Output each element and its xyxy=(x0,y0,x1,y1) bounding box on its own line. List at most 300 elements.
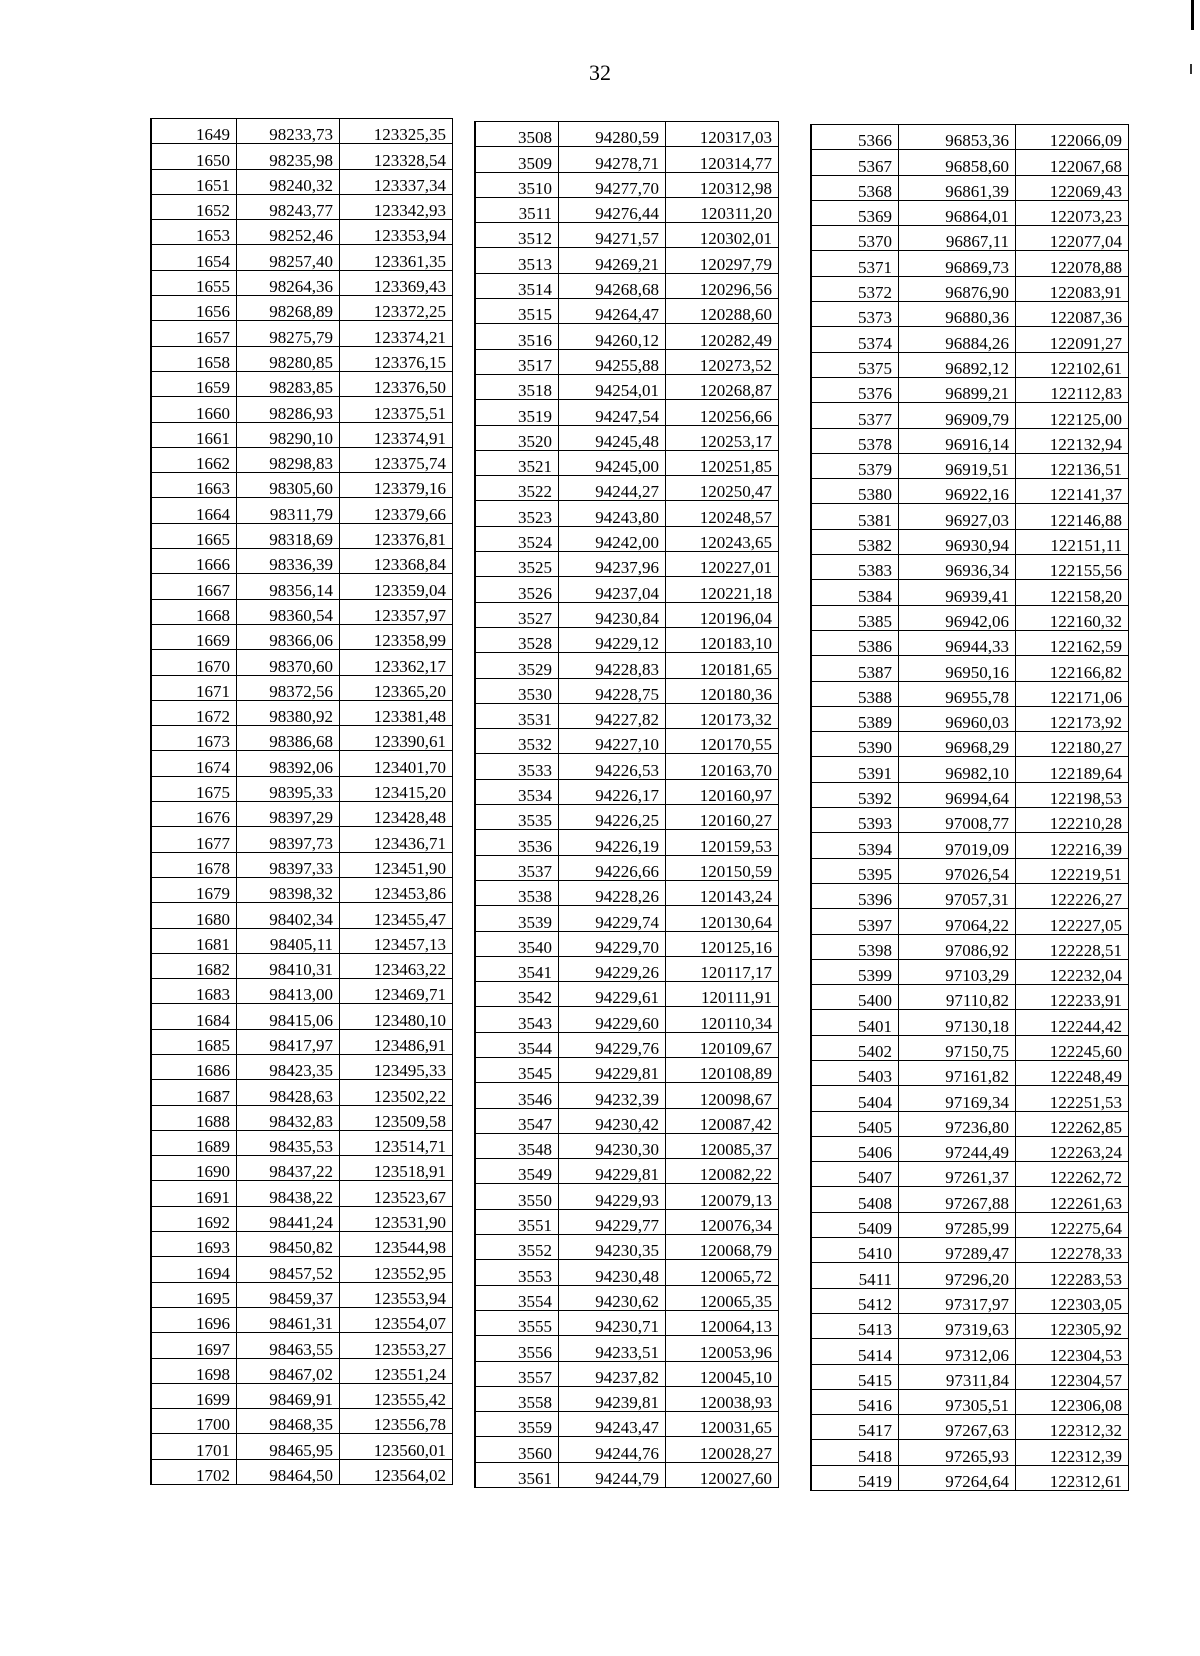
y-coordinate-cell: 120256,66 xyxy=(666,400,779,425)
y-coordinate-cell: 122245,60 xyxy=(1016,1035,1129,1060)
point-number-cell: 3522 xyxy=(475,476,559,501)
point-number-cell: 5402 xyxy=(811,1035,899,1060)
y-coordinate-cell: 122312,32 xyxy=(1016,1415,1129,1440)
y-coordinate-cell: 120125,16 xyxy=(666,931,779,956)
table-row xyxy=(811,1136,1129,1161)
table-row xyxy=(151,447,453,472)
x-coordinate-cell: 98235,98 xyxy=(237,144,340,169)
point-number-cell: 1667 xyxy=(151,574,237,599)
x-coordinate-cell: 94230,30 xyxy=(559,1133,666,1158)
x-coordinate-cell: 97026,54 xyxy=(899,858,1016,883)
point-number-cell: 5383 xyxy=(811,555,899,580)
point-number-cell: 5394 xyxy=(811,833,899,858)
point-number-cell: 3526 xyxy=(475,577,559,602)
table-row xyxy=(475,248,779,273)
y-coordinate-cell: 123428,48 xyxy=(340,802,453,827)
x-coordinate-cell: 98464,50 xyxy=(237,1459,340,1484)
point-number-cell: 5392 xyxy=(811,782,899,807)
table-row xyxy=(475,1209,779,1234)
table-row xyxy=(811,959,1129,984)
table-row xyxy=(151,1130,453,1155)
point-number-cell: 5418 xyxy=(811,1440,899,1465)
y-coordinate-cell: 123376,15 xyxy=(340,346,453,371)
point-number-cell: 3538 xyxy=(475,880,559,905)
x-coordinate-cell: 96955,78 xyxy=(899,681,1016,706)
x-coordinate-cell: 94237,04 xyxy=(559,577,666,602)
table-row xyxy=(475,1437,779,1462)
point-number-cell: 1691 xyxy=(151,1181,237,1206)
y-coordinate-cell: 120079,13 xyxy=(666,1184,779,1209)
x-coordinate-cell: 96950,16 xyxy=(899,656,1016,681)
point-number-cell: 1659 xyxy=(151,371,237,396)
point-number-cell: 1682 xyxy=(151,953,237,978)
point-number-cell: 5379 xyxy=(811,453,899,478)
x-coordinate-cell: 98405,11 xyxy=(237,928,340,953)
x-coordinate-cell: 94228,26 xyxy=(559,880,666,905)
y-coordinate-cell: 122166,82 xyxy=(1016,656,1129,681)
table-row xyxy=(151,422,453,447)
x-coordinate-cell: 98397,29 xyxy=(237,802,340,827)
point-number-cell: 5393 xyxy=(811,808,899,833)
x-coordinate-cell: 98286,93 xyxy=(237,397,340,422)
point-number-cell: 3550 xyxy=(475,1184,559,1209)
table-row xyxy=(811,327,1129,352)
table-row xyxy=(151,169,453,194)
x-coordinate-cell: 98290,10 xyxy=(237,422,340,447)
x-coordinate-cell: 97161,82 xyxy=(899,1060,1016,1085)
x-coordinate-cell: 98423,35 xyxy=(237,1054,340,1079)
table-row xyxy=(151,523,453,548)
x-coordinate-cell: 94243,80 xyxy=(559,501,666,526)
y-coordinate-cell: 123555,42 xyxy=(340,1383,453,1408)
point-number-cell: 3543 xyxy=(475,1007,559,1032)
x-coordinate-cell: 94264,47 xyxy=(559,299,666,324)
x-coordinate-cell: 96960,03 xyxy=(899,706,1016,731)
table-row xyxy=(151,979,453,1004)
y-coordinate-cell: 120243,65 xyxy=(666,526,779,551)
table-row xyxy=(151,1383,453,1408)
y-coordinate-cell: 120085,37 xyxy=(666,1133,779,1158)
table-row xyxy=(475,1336,779,1361)
table-row xyxy=(475,501,779,526)
x-coordinate-cell: 98305,60 xyxy=(237,473,340,498)
table-row xyxy=(475,627,779,652)
y-coordinate-cell: 120087,42 xyxy=(666,1108,779,1133)
x-coordinate-cell: 98415,06 xyxy=(237,1004,340,1029)
x-coordinate-cell: 97130,18 xyxy=(899,1010,1016,1035)
x-coordinate-cell: 96880,36 xyxy=(899,302,1016,327)
table-row xyxy=(811,352,1129,377)
table-row xyxy=(811,1212,1129,1237)
x-coordinate-cell: 98366,06 xyxy=(237,624,340,649)
point-number-cell: 5410 xyxy=(811,1238,899,1263)
point-number-cell: 1688 xyxy=(151,1105,237,1130)
x-coordinate-cell: 98283,85 xyxy=(237,371,340,396)
y-coordinate-cell: 123463,22 xyxy=(340,953,453,978)
y-coordinate-cell: 123551,24 xyxy=(340,1358,453,1383)
x-coordinate-cell: 98386,68 xyxy=(237,726,340,751)
x-coordinate-cell: 98336,39 xyxy=(237,549,340,574)
y-coordinate-cell: 123451,90 xyxy=(340,852,453,877)
y-coordinate-cell: 123369,43 xyxy=(340,270,453,295)
y-coordinate-cell: 122263,24 xyxy=(1016,1136,1129,1161)
y-coordinate-cell: 122244,42 xyxy=(1016,1010,1129,1035)
y-coordinate-cell: 120045,10 xyxy=(666,1361,779,1386)
x-coordinate-cell: 94229,12 xyxy=(559,627,666,652)
y-coordinate-cell: 120317,03 xyxy=(666,122,779,147)
point-number-cell: 5417 xyxy=(811,1415,899,1440)
x-coordinate-cell: 98268,89 xyxy=(237,296,340,321)
point-number-cell: 1673 xyxy=(151,726,237,751)
point-number-cell: 1693 xyxy=(151,1232,237,1257)
point-number-cell: 5391 xyxy=(811,757,899,782)
table-row xyxy=(151,1181,453,1206)
table-row xyxy=(475,349,779,374)
point-number-cell: 3536 xyxy=(475,830,559,855)
point-number-cell: 5377 xyxy=(811,403,899,428)
y-coordinate-cell: 122306,08 xyxy=(1016,1389,1129,1414)
x-coordinate-cell: 97311,84 xyxy=(899,1364,1016,1389)
y-coordinate-cell: 120160,27 xyxy=(666,805,779,830)
point-number-cell: 3532 xyxy=(475,729,559,754)
y-coordinate-cell: 120183,10 xyxy=(666,627,779,652)
table-row xyxy=(811,1010,1129,1035)
x-coordinate-cell: 94229,26 xyxy=(559,956,666,981)
point-number-cell: 5400 xyxy=(811,985,899,1010)
y-coordinate-cell: 120111,91 xyxy=(666,982,779,1007)
point-number-cell: 5411 xyxy=(811,1263,899,1288)
y-coordinate-cell: 122083,91 xyxy=(1016,276,1129,301)
table-row xyxy=(475,1285,779,1310)
x-coordinate-cell: 98441,24 xyxy=(237,1206,340,1231)
point-number-cell: 3554 xyxy=(475,1285,559,1310)
x-coordinate-cell: 97285,99 xyxy=(899,1212,1016,1237)
table-row xyxy=(475,476,779,501)
x-coordinate-cell: 96922,16 xyxy=(899,479,1016,504)
y-coordinate-cell: 123337,34 xyxy=(340,169,453,194)
y-coordinate-cell: 123375,74 xyxy=(340,447,453,472)
y-coordinate-cell: 122232,04 xyxy=(1016,959,1129,984)
x-coordinate-cell: 94276,44 xyxy=(559,197,666,222)
point-number-cell: 5389 xyxy=(811,706,899,731)
point-number-cell: 5419 xyxy=(811,1465,899,1490)
y-coordinate-cell: 123365,20 xyxy=(340,675,453,700)
table-row xyxy=(475,197,779,222)
point-number-cell: 5395 xyxy=(811,858,899,883)
table-row xyxy=(475,906,779,931)
x-coordinate-cell: 98457,52 xyxy=(237,1257,340,1282)
table-row xyxy=(811,479,1129,504)
x-coordinate-cell: 97305,51 xyxy=(899,1389,1016,1414)
point-number-cell: 5398 xyxy=(811,934,899,959)
y-coordinate-cell: 120288,60 xyxy=(666,299,779,324)
x-coordinate-cell: 94229,81 xyxy=(559,1057,666,1082)
point-number-cell: 3539 xyxy=(475,906,559,931)
x-coordinate-cell: 97319,63 xyxy=(899,1313,1016,1338)
y-coordinate-cell: 122160,32 xyxy=(1016,605,1129,630)
x-coordinate-cell: 97289,47 xyxy=(899,1238,1016,1263)
x-coordinate-cell: 97261,37 xyxy=(899,1162,1016,1187)
point-number-cell: 1655 xyxy=(151,270,237,295)
x-coordinate-cell: 98469,91 xyxy=(237,1383,340,1408)
x-coordinate-cell: 98243,77 xyxy=(237,194,340,219)
point-number-cell: 3534 xyxy=(475,779,559,804)
table-row xyxy=(151,1333,453,1358)
table-row xyxy=(475,779,779,804)
x-coordinate-cell: 98438,22 xyxy=(237,1181,340,1206)
point-number-cell: 1684 xyxy=(151,1004,237,1029)
point-number-cell: 1656 xyxy=(151,296,237,321)
x-coordinate-cell: 97296,20 xyxy=(899,1263,1016,1288)
table-row xyxy=(811,377,1129,402)
table-row xyxy=(151,624,453,649)
x-coordinate-cell: 96994,64 xyxy=(899,782,1016,807)
y-coordinate-cell: 123379,66 xyxy=(340,498,453,523)
y-coordinate-cell: 122146,88 xyxy=(1016,504,1129,529)
y-coordinate-cell: 123544,98 xyxy=(340,1232,453,1257)
y-coordinate-cell: 122261,63 xyxy=(1016,1187,1129,1212)
y-coordinate-cell: 120027,60 xyxy=(666,1462,779,1487)
y-coordinate-cell: 122180,27 xyxy=(1016,732,1129,757)
table-row xyxy=(811,175,1129,200)
table-row xyxy=(475,526,779,551)
y-coordinate-cell: 122303,05 xyxy=(1016,1288,1129,1313)
x-coordinate-cell: 98467,02 xyxy=(237,1358,340,1383)
table-row xyxy=(475,1133,779,1158)
table-row xyxy=(811,858,1129,883)
y-coordinate-cell: 122073,23 xyxy=(1016,200,1129,225)
x-coordinate-cell: 94226,17 xyxy=(559,779,666,804)
y-coordinate-cell: 122091,27 xyxy=(1016,327,1129,352)
x-coordinate-cell: 98275,79 xyxy=(237,321,340,346)
table-row xyxy=(811,200,1129,225)
point-number-cell: 3561 xyxy=(475,1462,559,1487)
table-row xyxy=(475,855,779,880)
y-coordinate-cell: 123328,54 xyxy=(340,144,453,169)
x-coordinate-cell: 97169,34 xyxy=(899,1086,1016,1111)
point-number-cell: 5399 xyxy=(811,959,899,984)
point-number-cell: 1670 xyxy=(151,650,237,675)
point-number-cell: 1697 xyxy=(151,1333,237,1358)
y-coordinate-cell: 122312,61 xyxy=(1016,1465,1129,1490)
y-coordinate-cell: 123455,47 xyxy=(340,903,453,928)
point-number-cell: 5396 xyxy=(811,883,899,908)
table-row xyxy=(151,726,453,751)
x-coordinate-cell: 94237,82 xyxy=(559,1361,666,1386)
x-coordinate-cell: 97265,93 xyxy=(899,1440,1016,1465)
table-row xyxy=(811,1263,1129,1288)
x-coordinate-cell: 94230,84 xyxy=(559,602,666,627)
y-coordinate-cell: 122112,83 xyxy=(1016,377,1129,402)
y-coordinate-cell: 120173,32 xyxy=(666,703,779,728)
x-coordinate-cell: 98410,31 xyxy=(237,953,340,978)
y-coordinate-cell: 122171,06 xyxy=(1016,681,1129,706)
point-number-cell: 1690 xyxy=(151,1156,237,1181)
x-coordinate-cell: 97267,88 xyxy=(899,1187,1016,1212)
x-coordinate-cell: 96936,34 xyxy=(899,555,1016,580)
y-coordinate-cell: 122158,20 xyxy=(1016,580,1129,605)
point-number-cell: 3537 xyxy=(475,855,559,880)
point-number-cell: 3518 xyxy=(475,374,559,399)
table-row xyxy=(151,776,453,801)
y-coordinate-cell: 122304,57 xyxy=(1016,1364,1129,1389)
x-coordinate-cell: 98397,73 xyxy=(237,827,340,852)
y-coordinate-cell: 123381,48 xyxy=(340,700,453,725)
table-row xyxy=(811,782,1129,807)
table-row xyxy=(811,1339,1129,1364)
table-row xyxy=(151,1004,453,1029)
table-row xyxy=(475,956,779,981)
point-number-cell: 3552 xyxy=(475,1235,559,1260)
point-number-cell: 3549 xyxy=(475,1159,559,1184)
table-row xyxy=(811,1313,1129,1338)
x-coordinate-cell: 94229,77 xyxy=(559,1209,666,1234)
y-coordinate-cell: 123453,86 xyxy=(340,877,453,902)
y-coordinate-cell: 120065,35 xyxy=(666,1285,779,1310)
y-coordinate-cell: 120028,27 xyxy=(666,1437,779,1462)
y-coordinate-cell: 120180,36 xyxy=(666,678,779,703)
point-number-cell: 5387 xyxy=(811,656,899,681)
y-coordinate-cell: 123457,13 xyxy=(340,928,453,953)
y-coordinate-cell: 122189,64 xyxy=(1016,757,1129,782)
table-row xyxy=(151,1409,453,1434)
table-row xyxy=(475,172,779,197)
y-coordinate-cell: 122151,11 xyxy=(1016,529,1129,554)
y-coordinate-cell: 120227,01 xyxy=(666,552,779,577)
x-coordinate-cell: 94228,75 xyxy=(559,678,666,703)
point-number-cell: 3512 xyxy=(475,223,559,248)
x-coordinate-cell: 98461,31 xyxy=(237,1307,340,1332)
x-coordinate-cell: 98437,22 xyxy=(237,1156,340,1181)
table-row xyxy=(475,754,779,779)
y-coordinate-cell: 120296,56 xyxy=(666,273,779,298)
y-coordinate-cell: 120221,18 xyxy=(666,577,779,602)
x-coordinate-cell: 94233,51 xyxy=(559,1336,666,1361)
point-number-cell: 3510 xyxy=(475,172,559,197)
y-coordinate-cell: 122262,72 xyxy=(1016,1162,1129,1187)
table-row xyxy=(475,1184,779,1209)
point-number-cell: 5380 xyxy=(811,479,899,504)
y-coordinate-cell: 122216,39 xyxy=(1016,833,1129,858)
table-row xyxy=(475,1361,779,1386)
y-coordinate-cell: 123361,35 xyxy=(340,245,453,270)
point-number-cell: 3533 xyxy=(475,754,559,779)
table-row xyxy=(151,877,453,902)
y-coordinate-cell: 120150,59 xyxy=(666,855,779,880)
x-coordinate-cell: 94244,79 xyxy=(559,1462,666,1487)
y-coordinate-cell: 120163,70 xyxy=(666,754,779,779)
x-coordinate-cell: 94230,62 xyxy=(559,1285,666,1310)
table-row xyxy=(475,1007,779,1032)
x-coordinate-cell: 96909,79 xyxy=(899,403,1016,428)
x-coordinate-cell: 94232,39 xyxy=(559,1083,666,1108)
y-coordinate-cell: 120250,47 xyxy=(666,476,779,501)
x-coordinate-cell: 94269,21 xyxy=(559,248,666,273)
table-row xyxy=(475,1032,779,1057)
table-row xyxy=(151,245,453,270)
y-coordinate-cell: 123390,61 xyxy=(340,726,453,751)
table-row xyxy=(475,223,779,248)
table-row xyxy=(151,1434,453,1459)
point-number-cell: 3509 xyxy=(475,147,559,172)
table-row xyxy=(811,1187,1129,1212)
y-coordinate-cell: 120064,13 xyxy=(666,1310,779,1335)
x-coordinate-cell: 94245,00 xyxy=(559,450,666,475)
x-coordinate-cell: 94230,71 xyxy=(559,1310,666,1335)
point-number-cell: 5371 xyxy=(811,251,899,276)
y-coordinate-cell: 122198,53 xyxy=(1016,782,1129,807)
table-row xyxy=(475,1310,779,1335)
x-coordinate-cell: 98311,79 xyxy=(237,498,340,523)
y-coordinate-cell: 123359,04 xyxy=(340,574,453,599)
y-coordinate-cell: 122305,92 xyxy=(1016,1313,1129,1338)
y-coordinate-cell: 120273,52 xyxy=(666,349,779,374)
x-coordinate-cell: 97057,31 xyxy=(899,883,1016,908)
table-row xyxy=(151,1232,453,1257)
table-row xyxy=(475,374,779,399)
y-coordinate-cell: 123552,95 xyxy=(340,1257,453,1282)
table-row xyxy=(811,1111,1129,1136)
point-number-cell: 1700 xyxy=(151,1409,237,1434)
y-coordinate-cell: 120109,67 xyxy=(666,1032,779,1057)
table-row xyxy=(811,529,1129,554)
x-coordinate-cell: 98435,53 xyxy=(237,1130,340,1155)
table-row xyxy=(151,321,453,346)
y-coordinate-cell: 120130,64 xyxy=(666,906,779,931)
table-row xyxy=(151,1206,453,1231)
point-number-cell: 1652 xyxy=(151,194,237,219)
x-coordinate-cell: 97110,82 xyxy=(899,985,1016,1010)
table-row xyxy=(151,852,453,877)
y-coordinate-cell: 120053,96 xyxy=(666,1336,779,1361)
table-row xyxy=(475,1083,779,1108)
x-coordinate-cell: 94244,76 xyxy=(559,1437,666,1462)
x-coordinate-cell: 94244,27 xyxy=(559,476,666,501)
y-coordinate-cell: 122078,88 xyxy=(1016,251,1129,276)
y-coordinate-cell: 120068,79 xyxy=(666,1235,779,1260)
x-coordinate-cell: 98252,46 xyxy=(237,220,340,245)
table-row xyxy=(151,119,453,144)
x-coordinate-cell: 98240,32 xyxy=(237,169,340,194)
point-number-cell: 1701 xyxy=(151,1434,237,1459)
y-coordinate-cell: 123553,94 xyxy=(340,1282,453,1307)
table-row xyxy=(811,1060,1129,1085)
point-number-cell: 3528 xyxy=(475,627,559,652)
y-coordinate-cell: 122275,64 xyxy=(1016,1212,1129,1237)
table-row xyxy=(475,1386,779,1411)
x-coordinate-cell: 98397,33 xyxy=(237,852,340,877)
x-coordinate-cell: 96869,73 xyxy=(899,251,1016,276)
x-coordinate-cell: 94278,71 xyxy=(559,147,666,172)
point-number-cell: 1686 xyxy=(151,1054,237,1079)
table-row xyxy=(811,276,1129,301)
point-number-cell: 5385 xyxy=(811,605,899,630)
table-row xyxy=(151,346,453,371)
point-number-cell: 5376 xyxy=(811,377,899,402)
y-coordinate-cell: 120065,72 xyxy=(666,1260,779,1285)
x-coordinate-cell: 94239,81 xyxy=(559,1386,666,1411)
x-coordinate-cell: 97312,06 xyxy=(899,1339,1016,1364)
table-row xyxy=(475,1235,779,1260)
point-number-cell: 5370 xyxy=(811,226,899,251)
y-coordinate-cell: 122102,61 xyxy=(1016,352,1129,377)
y-coordinate-cell: 123564,02 xyxy=(340,1459,453,1484)
point-number-cell: 1663 xyxy=(151,473,237,498)
x-coordinate-cell: 98468,35 xyxy=(237,1409,340,1434)
x-coordinate-cell: 94271,57 xyxy=(559,223,666,248)
table-row xyxy=(811,883,1129,908)
point-number-cell: 5375 xyxy=(811,352,899,377)
